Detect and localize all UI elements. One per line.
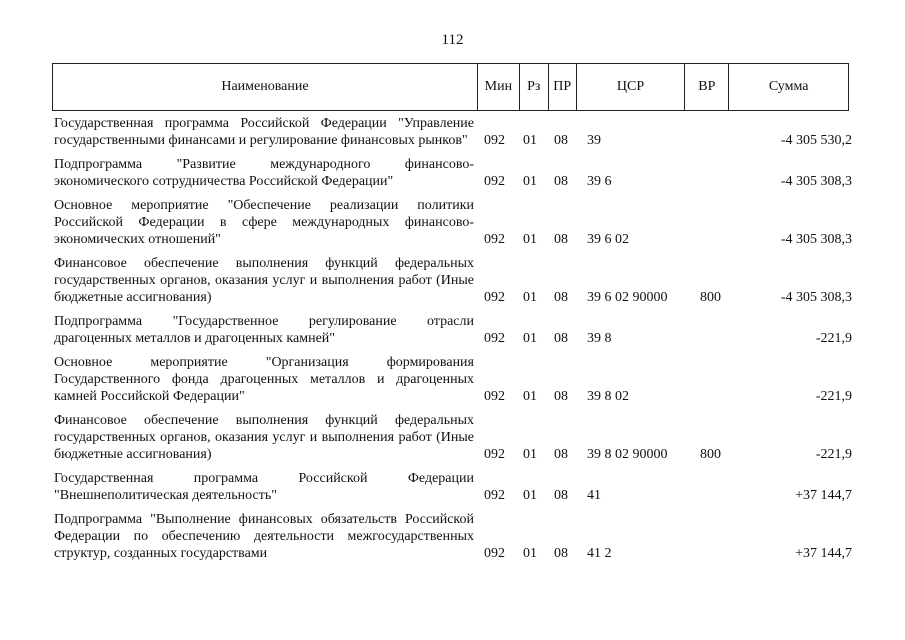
- row-sum: -4 305 308,3: [780, 290, 852, 305]
- page-number: 112: [441, 32, 464, 48]
- table-row: [52, 197, 852, 248]
- row-pr: 08: [554, 290, 568, 305]
- table-row: [52, 354, 852, 405]
- header-min: Мин: [478, 64, 520, 110]
- row-name: Основное мероприятие "Обеспечение реализации политики Российской Федерации в сфере международных финансово-экономических отношений": [54, 198, 474, 247]
- header-sum: Сумма: [768, 79, 809, 94]
- row-pr: 08: [554, 331, 568, 346]
- row-csr: 39 6 02 90000: [587, 290, 668, 305]
- row-pr: 08: [554, 389, 568, 404]
- row-csr: 41 2: [587, 546, 612, 561]
- header-name: Наименование: [53, 64, 478, 110]
- row-sum: +37 144,7: [795, 488, 852, 503]
- row-rz: 01: [523, 331, 537, 346]
- row-vr: 800: [700, 290, 721, 305]
- table-row: [52, 313, 852, 347]
- row-pr: 08: [554, 546, 568, 561]
- row-min: 092: [484, 546, 505, 561]
- row-rz: 01: [523, 133, 537, 148]
- row-sum: -221,9: [815, 389, 852, 404]
- row-csr: 39 8: [587, 331, 612, 346]
- row-rz: 01: [523, 447, 537, 462]
- row-name: Государственная программа Российской Федерации "Внешнеполитическая деятельность": [54, 471, 474, 503]
- table-row: [52, 156, 852, 190]
- row-min: 092: [484, 488, 505, 503]
- row-name: Финансовое обеспечение выполнения функций федеральных государственных органов, оказания услуг и выполнения работ (Иные бюджетные ассигнования): [54, 256, 474, 305]
- row-pr: 08: [554, 488, 568, 503]
- row-pr: 08: [554, 232, 568, 247]
- row-rz: 01: [523, 232, 537, 247]
- row-name: Государственная программа Российской Федерации "Управление государственными финансами и регулирование финансовых рынков": [54, 116, 474, 148]
- row-csr: 39: [587, 133, 601, 148]
- row-sum: -4 305 530,2: [780, 133, 852, 148]
- table-row: [52, 255, 852, 306]
- row-sum: -221,9: [815, 447, 852, 462]
- row-name: Подпрограмма "Выполнение финансовых обязательств Российской Федерации по обеспечению деятельности межгосударственных структур, созданных государствами: [54, 512, 474, 561]
- table-row: [52, 511, 852, 562]
- table-row: [52, 115, 852, 149]
- row-pr: 08: [554, 133, 568, 148]
- row-csr: 39 8 02 90000: [587, 447, 668, 462]
- row-pr: 08: [554, 174, 568, 189]
- header-rz: Рз: [520, 64, 549, 110]
- row-csr: 39 6: [587, 174, 612, 189]
- row-rz: 01: [523, 389, 537, 404]
- table-header: [52, 63, 849, 111]
- row-name: Основное мероприятие "Организация формирования Государственного фонда драгоценных металлов и драгоценных камней Российской Федерации": [54, 355, 474, 404]
- table-row: [52, 412, 852, 463]
- row-pr: 08: [554, 447, 568, 462]
- row-sum: -221,9: [815, 331, 852, 346]
- header-vr: ВР: [685, 64, 729, 110]
- row-name: Подпрограмма "Государственное регулирование отрасли драгоценных металлов и драгоценных камней": [54, 314, 474, 346]
- row-sum: +37 144,7: [795, 546, 852, 561]
- row-sum: -4 305 308,3: [780, 232, 852, 247]
- row-vr: 800: [700, 447, 721, 462]
- row-min: 092: [484, 133, 505, 148]
- row-rz: 01: [523, 174, 537, 189]
- row-min: 092: [484, 174, 505, 189]
- row-rz: 01: [523, 290, 537, 305]
- table-row: [52, 470, 852, 504]
- row-rz: 01: [523, 488, 537, 503]
- row-min: 092: [484, 389, 505, 404]
- row-csr: 39 6 02: [587, 232, 629, 247]
- row-min: 092: [484, 447, 505, 462]
- row-name: Финансовое обеспечение выполнения функций федеральных государственных органов, оказания услуг и выполнения работ (Иные бюджетные ассигнования): [54, 413, 474, 462]
- row-name: Подпрограмма "Развитие международного финансово-экономического сотрудничества Российской Федерации": [54, 157, 474, 189]
- row-min: 092: [484, 232, 505, 247]
- row-min: 092: [484, 331, 505, 346]
- row-sum: -4 305 308,3: [780, 174, 852, 189]
- row-csr: 39 8 02: [587, 389, 629, 404]
- row-min: 092: [484, 290, 505, 305]
- header-csr: ЦСР: [577, 64, 686, 110]
- row-rz: 01: [523, 546, 537, 561]
- row-csr: 41: [587, 488, 601, 503]
- table-body: [52, 115, 852, 569]
- header-pr: ПР: [549, 64, 577, 110]
